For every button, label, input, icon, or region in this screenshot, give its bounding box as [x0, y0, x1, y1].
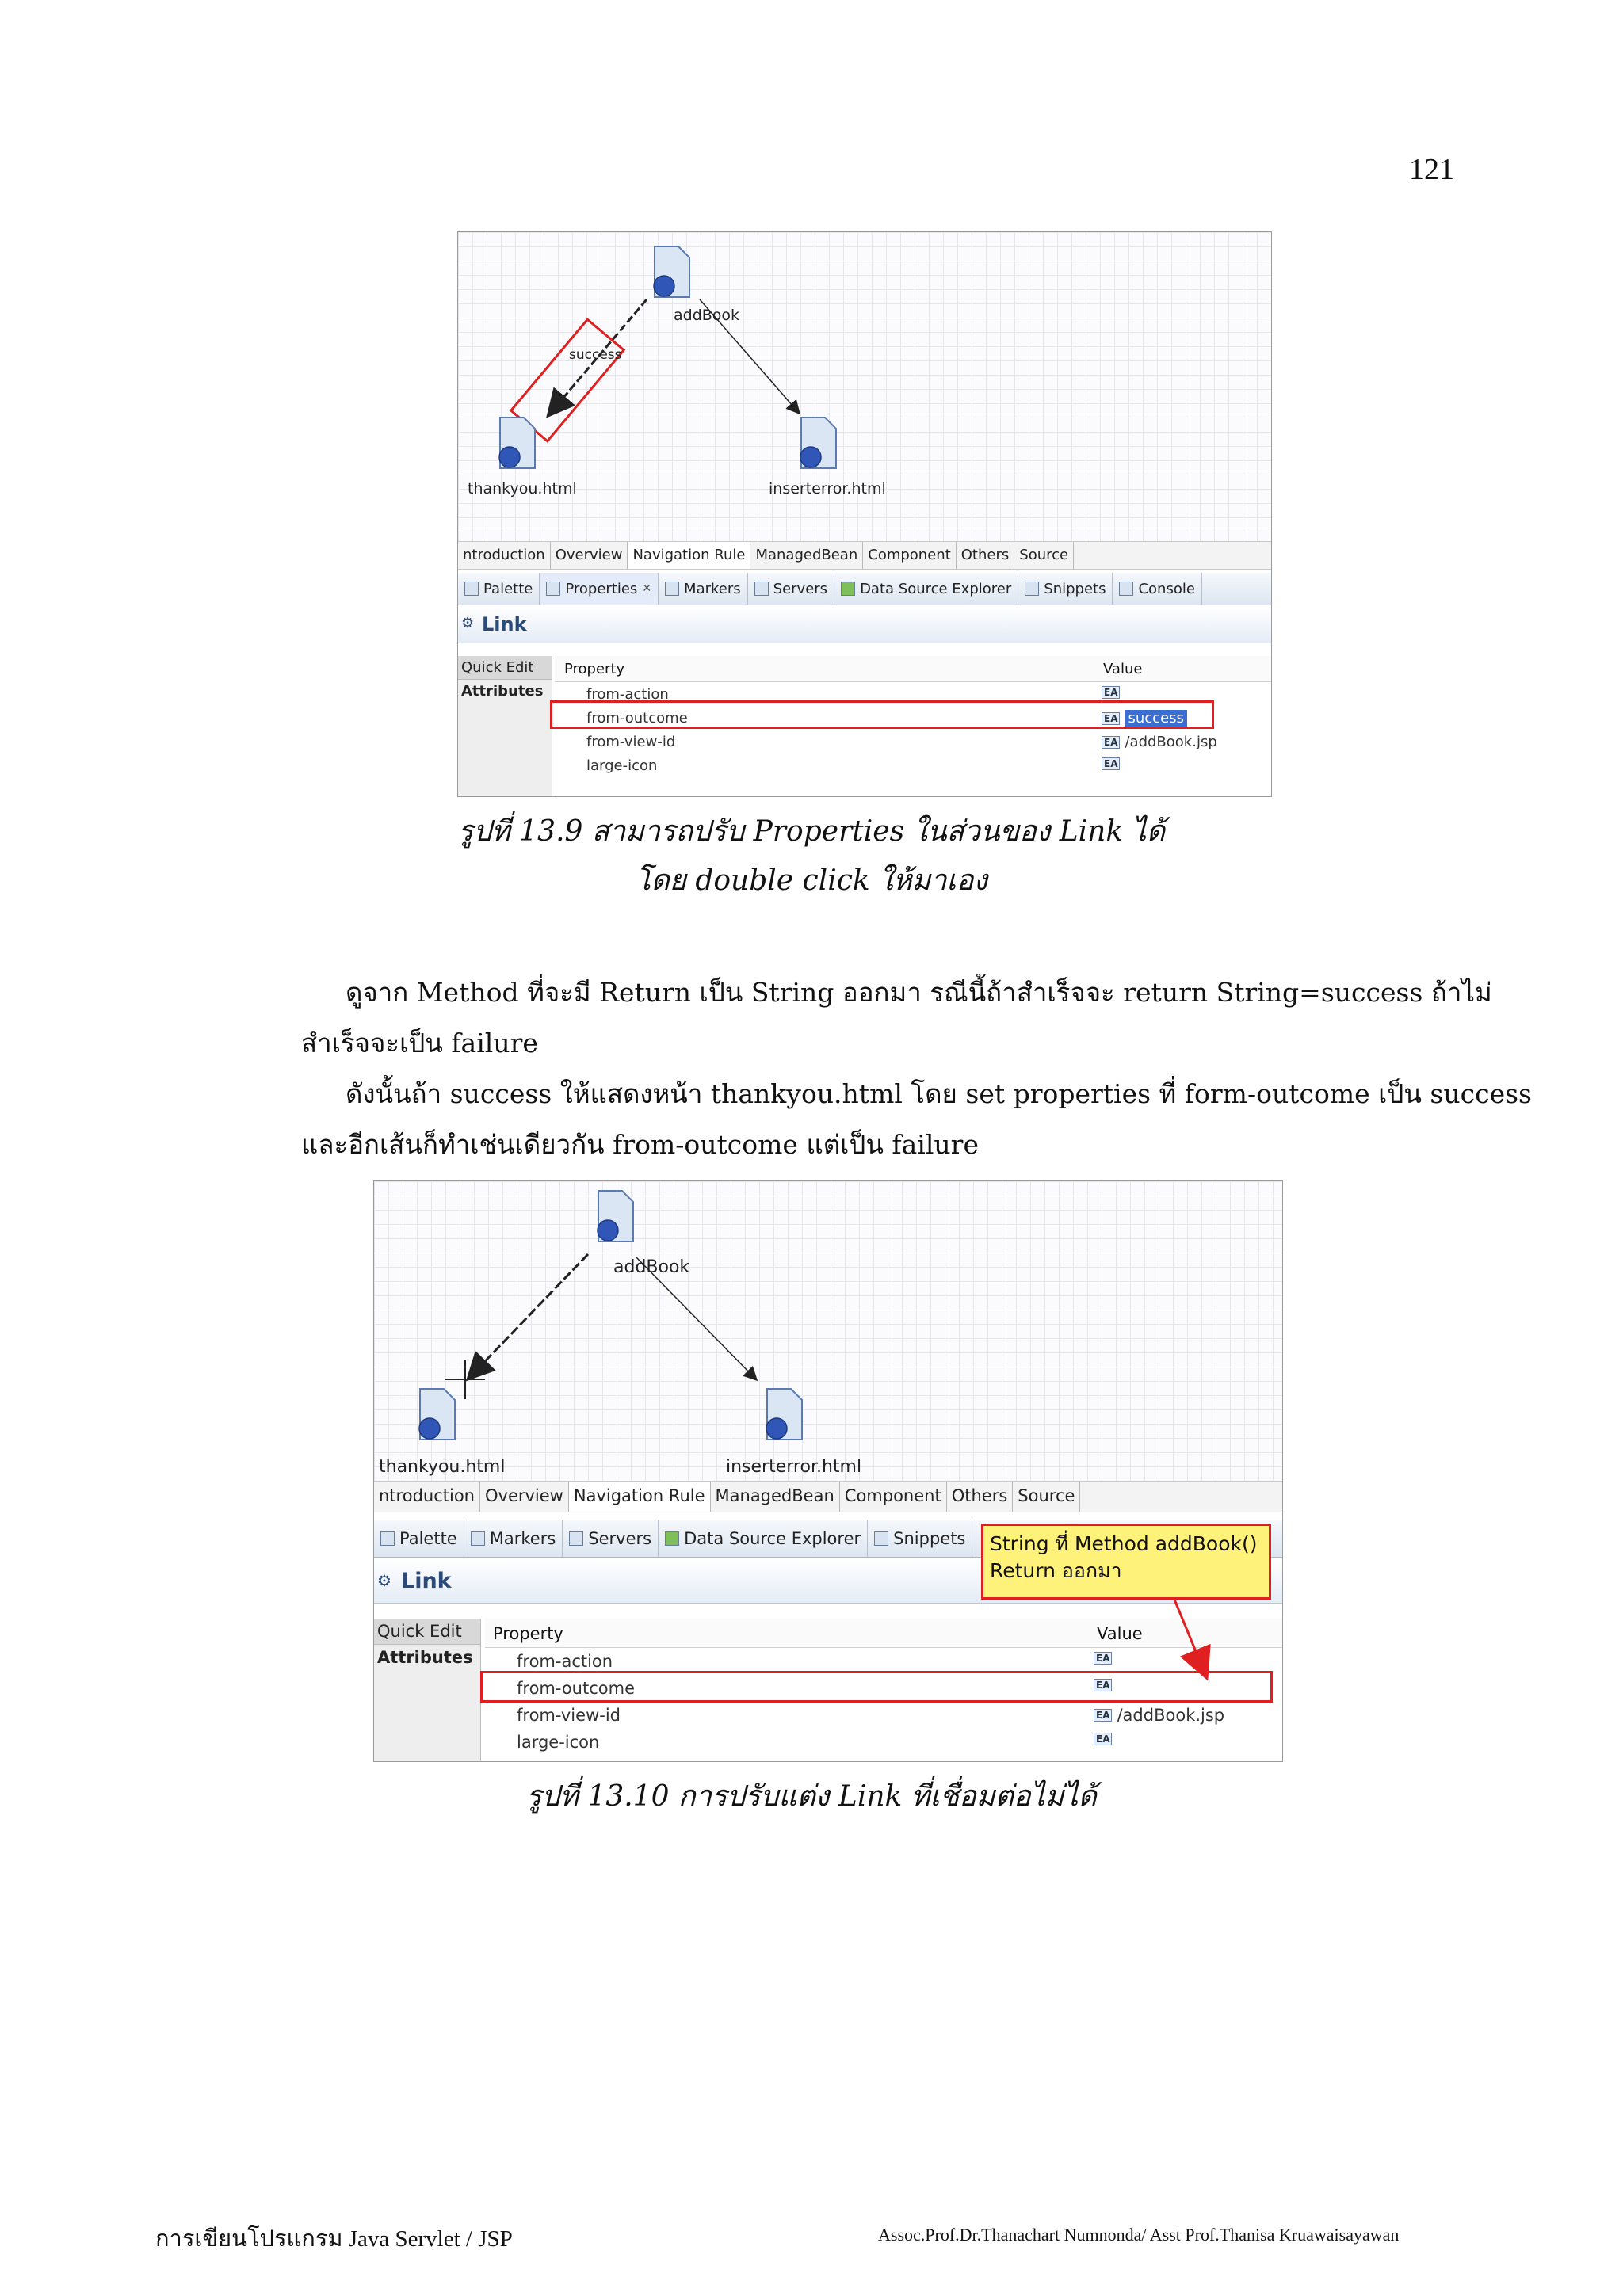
property-row[interactable]: large-icon EA [485, 1730, 1282, 1756]
column-value: Value [1103, 661, 1143, 677]
figure-1-caption-line-1: รูปที่ 13.9 สามารถปรับ Properties ในส่วนของ Link ได้ [457, 815, 1166, 848]
callout-line-1: String ที่ Method addBook() [990, 1532, 1258, 1555]
view-tab-markers[interactable]: Markers [464, 1520, 563, 1557]
view-tab-palette[interactable]: Palette [374, 1520, 464, 1557]
tab-others[interactable]: Others [947, 1482, 1014, 1512]
node-label-addbook: addBook [674, 307, 740, 324]
property-row[interactable]: large-icon EA [555, 754, 1271, 778]
page-number: 121 [1409, 153, 1454, 186]
tab-component[interactable]: Component [840, 1482, 947, 1512]
property-row-from-outcome[interactable]: from-outcome EA success [555, 707, 1271, 730]
paragraph-2-line-1: ดังนั้นถ้า success ให้แสดงหน้า thankyou.html โดย set properties ที่ form-outcome เป็น success [346, 1078, 1532, 1109]
tab-others[interactable]: Others [957, 542, 1015, 569]
property-row[interactable]: from-view-id EA /addBook.jsp [586, 734, 1217, 750]
snippets-icon [1025, 582, 1039, 596]
figure-2-caption: รูปที่ 13.10 การปรับแต่ง Link ที่เชื่อมต่อไม่ได้ [526, 1780, 1097, 1813]
editable-attribute-icon: EA [1102, 757, 1120, 770]
view-tab-bar [458, 573, 1271, 605]
view-tab-markers[interactable]: Markers [659, 573, 748, 605]
view-tab-servers[interactable]: Servers [563, 1520, 659, 1557]
tab-source[interactable]: Source [1013, 1482, 1080, 1512]
view-tab-snippets[interactable]: Snippets [1018, 573, 1113, 605]
property-row[interactable]: from-action EA [555, 683, 1271, 707]
from-outcome-value-input[interactable]: success [1125, 710, 1186, 727]
property-row[interactable]: from-action EA [485, 1649, 1282, 1676]
attributes-tab[interactable]: Attributes [461, 683, 544, 700]
servers-icon [754, 582, 769, 596]
link-panel-header [458, 606, 1271, 643]
view-tab-data-source-explorer[interactable]: Data Source Explorer [834, 573, 1018, 605]
node-label-addbook: addBook [613, 1257, 690, 1277]
tab-overview[interactable]: Overview [480, 1482, 569, 1512]
from-outcome-highlight-box [550, 700, 1214, 729]
palette-icon [464, 582, 479, 596]
tab-managedbean[interactable]: ManagedBean [711, 1482, 840, 1512]
data-source-icon [841, 582, 855, 596]
figure-1-screenshot [457, 231, 1272, 797]
link-icon: ⚙ [377, 1571, 391, 1590]
thankyou-page-icon[interactable] [494, 416, 538, 470]
properties-icon [546, 582, 560, 596]
column-property: Property [564, 661, 625, 677]
view-tab-servers[interactable]: Servers [748, 573, 834, 605]
editable-attribute-icon: EA [1094, 1709, 1112, 1722]
markers-icon [665, 582, 679, 596]
paragraph-1-line-1: ดูจาก Method ที่จะมี Return เป็น String ออกมา รณีนี้ถ้าสำเร็จจะ return String=success ถ้าไม่ [346, 977, 1492, 1008]
figure-1-caption-line-2: โดย double click ให้มาเอง [636, 864, 987, 897]
tab-managedbean[interactable]: ManagedBean [750, 542, 863, 569]
editable-attribute-icon: EA [1094, 1733, 1112, 1745]
tab-introduction[interactable]: ntroduction [458, 542, 551, 569]
callout-line-2: Return ออกมา [990, 1559, 1122, 1582]
node-label-inserterror: inserterror.html [769, 480, 886, 498]
editable-attribute-icon: EA [1094, 1652, 1112, 1665]
tab-component[interactable]: Component [863, 542, 957, 569]
node-label-inserterror: inserterror.html [726, 1457, 862, 1477]
editable-attribute-icon: EA [1102, 736, 1120, 749]
view-tab-palette[interactable]: Palette [458, 573, 540, 605]
column-value: Value [1097, 1624, 1143, 1643]
paragraph-2-line-2: และอีกเส้นก็ทำเช่นเดียวกัน from-outcome แต่เป็น failure [301, 1129, 979, 1160]
view-tab-console[interactable]: Console [1113, 573, 1201, 605]
properties-header [555, 656, 1271, 682]
editor-tab-bar [458, 541, 1271, 570]
tab-overview[interactable]: Overview [551, 542, 628, 569]
attributes-tab[interactable]: Attributes [377, 1648, 473, 1667]
property-row[interactable]: from-view-id EA /addBook.jsp [517, 1706, 1225, 1725]
inserterror-page-icon[interactable] [795, 416, 839, 470]
tab-introduction[interactable]: ntroduction [374, 1482, 480, 1512]
editable-attribute-icon: EA [1094, 1679, 1112, 1691]
view-tab-properties[interactable]: Properties ✕ [540, 573, 659, 605]
footer-book-title: การเขียนโปรแกรม Java Servlet / JSP [155, 2226, 513, 2252]
view-tab-data-source-explorer[interactable]: Data Source Explorer [659, 1520, 868, 1557]
editable-attribute-icon: EA [1102, 686, 1120, 699]
link-icon: ⚙ [461, 615, 475, 631]
quick-edit-tab[interactable]: Quick Edit [374, 1619, 480, 1645]
column-property: Property [493, 1624, 563, 1643]
properties-table [555, 656, 1271, 796]
node-label-thankyou: thankyou.html [379, 1457, 506, 1477]
footer-authors: Assoc.Prof.Dr.Thanachart Numnonda/ Asst Prof.Thanisa Kruawaisayawan [878, 2225, 1400, 2245]
callout-arrow [374, 1181, 1282, 1761]
console-icon [1119, 582, 1133, 596]
close-icon[interactable]: ✕ [642, 582, 652, 595]
figure-2-screenshot [373, 1180, 1283, 1762]
view-tab-snippets[interactable]: Snippets [868, 1520, 972, 1557]
panel-title: Link [401, 1569, 452, 1593]
editable-attribute-icon: EA [1102, 712, 1120, 725]
quick-edit-tab[interactable]: Quick Edit [458, 656, 552, 680]
properties-left-pane [458, 656, 552, 796]
panel-title: Link [482, 613, 527, 635]
paragraph-1-line-2: สำเร็จจะเป็น failure [301, 1028, 538, 1058]
tab-navigation-rule[interactable]: Navigation Rule [628, 542, 750, 569]
edge-label-success[interactable]: success [569, 347, 622, 363]
property-row-from-outcome[interactable]: from-outcome EA [485, 1676, 1282, 1703]
addbook-page-icon[interactable] [648, 245, 693, 299]
node-label-thankyou: thankyou.html [468, 480, 577, 498]
tab-source[interactable]: Source [1014, 542, 1074, 569]
tab-navigation-rule[interactable]: Navigation Rule [569, 1482, 711, 1512]
